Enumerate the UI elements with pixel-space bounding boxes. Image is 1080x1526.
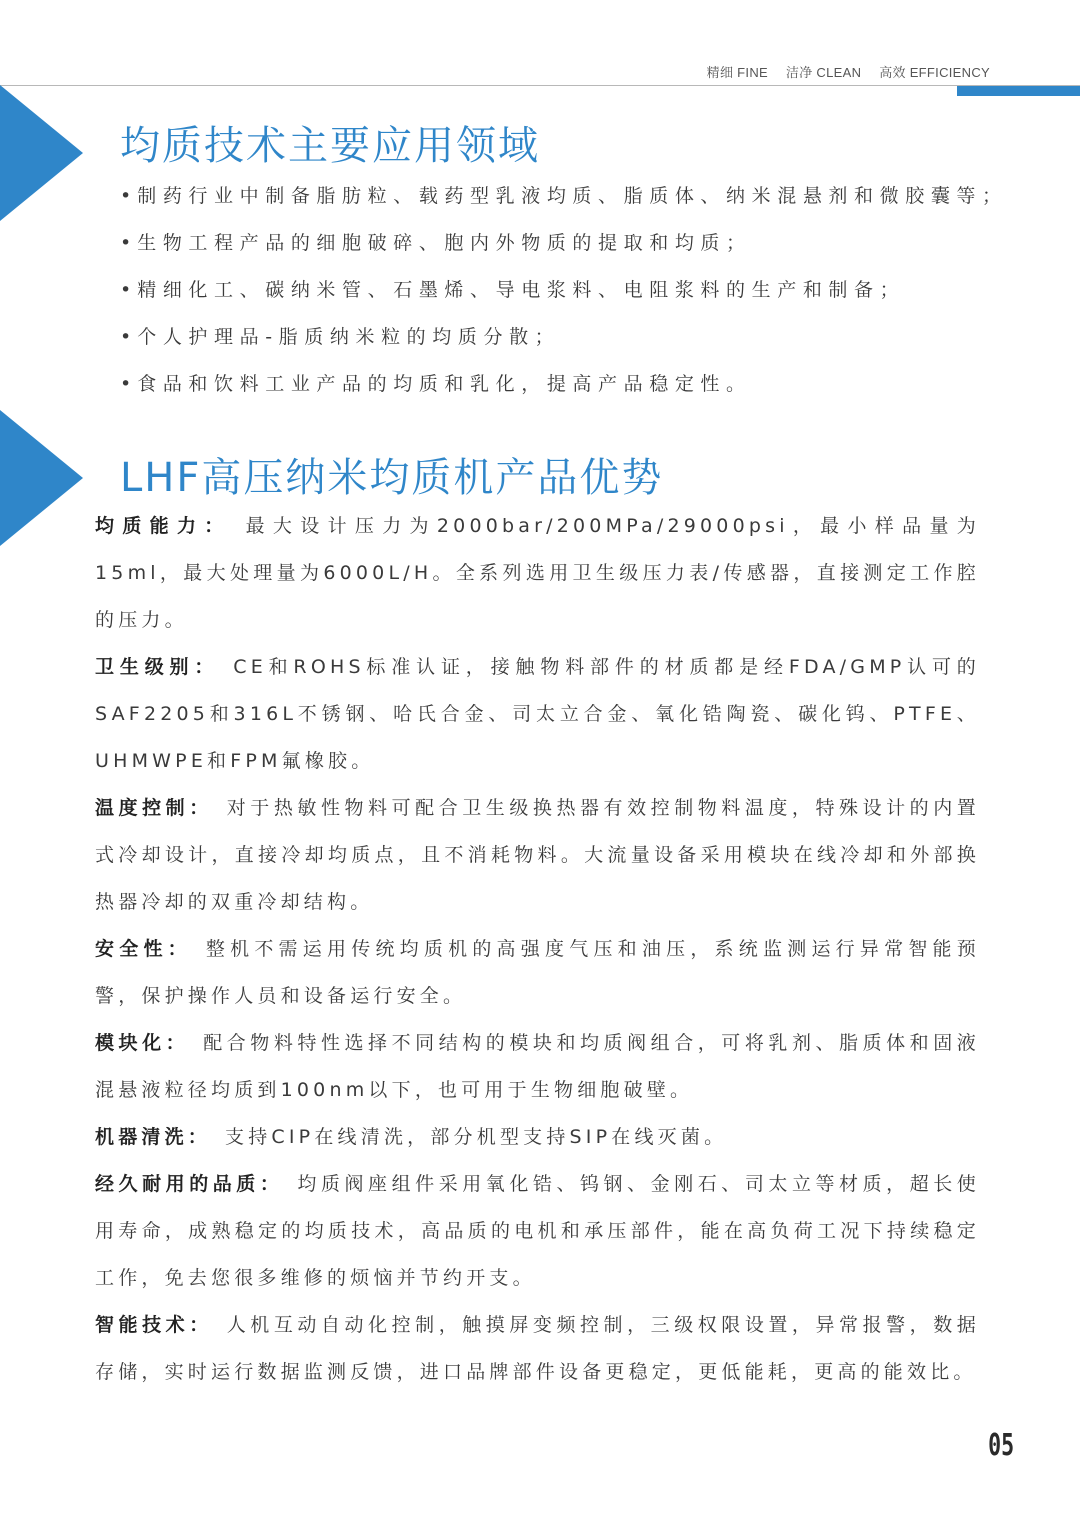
- section-marker-triangle: [0, 410, 83, 546]
- feature-label: 机器清洗：: [95, 1126, 212, 1148]
- feature-label: 均质能力：: [95, 515, 232, 537]
- list-item: • 生物工程产品的细胞破碎、胞内外物质的提取和均质；: [120, 225, 1040, 272]
- advantages-list: [95, 503, 980, 1396]
- feature-paragraph-safety: [95, 926, 980, 1020]
- feature-paragraph-capacity: [95, 503, 980, 644]
- feature-text: CE和ROHS标准认证，接触物料部件的材质都是经FDA/GMP认可的SAF2205和316L不锈钢、哈氏合金、司太立合金、氧化锆陶瓷、碳化钨、PTFE、UHMWPE和FPM氟橡胶。: [95, 656, 980, 772]
- feature-paragraph-temperature: [95, 785, 980, 926]
- feature-text: 人机互动自动化控制，触摸屏变频控制，三级权限设置，异常报警，数据存储，实时运行数据监测反馈，进口品牌部件设备更稳定，更低能耗，更高的能效比。: [95, 1314, 980, 1383]
- list-item: • 精细化工、碳纳米管、石墨烯、导电浆料、电阻浆料的生产和制备；: [120, 272, 1040, 319]
- feature-text: 整机不需运用传统均质机的高强度气压和油压，系统监测运行异常智能预警，保护操作人员和设备运行安全。: [95, 938, 980, 1007]
- header-divider: [0, 85, 1080, 86]
- tagline-efficiency: 高效 EFFICIENCY: [879, 65, 990, 80]
- feature-paragraph-durability: [95, 1161, 980, 1302]
- feature-label: 温度控制：: [95, 797, 213, 819]
- feature-text: 支持CIP在线清洗，部分机型支持SIP在线灭菌。: [225, 1126, 728, 1148]
- list-item: • 个人护理品-脂质纳米粒的均质分散；: [120, 319, 1040, 366]
- section-title-applications: 均质技术主要应用领域: [120, 123, 540, 169]
- feature-paragraph-hygiene: [95, 644, 980, 785]
- feature-label: 安全性：: [95, 938, 192, 960]
- list-item: • 食品和饮料工业产品的均质和乳化，提高产品稳定性。: [120, 366, 1040, 413]
- page-number: 05: [987, 1428, 1014, 1463]
- feature-text: 配合物料特性选择不同结构的模块和均质阀组合，可将乳剂、脂质体和固液混悬液粒径均质到100nm以下，也可用于生物细胞破壁。: [95, 1032, 980, 1101]
- feature-label: 智能技术：: [95, 1314, 213, 1336]
- feature-paragraph-cleaning: [95, 1114, 980, 1161]
- tagline-fine: 精细 FINE: [706, 65, 768, 80]
- feature-paragraph-smart: [95, 1302, 980, 1396]
- feature-label: 经久耐用的品质：: [95, 1173, 284, 1195]
- list-item: • 制药行业中制备脂肪粒、载药型乳液均质、脂质体、纳米混悬剂和微胶囊等；: [120, 178, 1040, 225]
- feature-text: 均质阀座组件采用氧化锆、钨钢、金刚石、司太立等材质，超长使用寿命，成熟稳定的均质技术，高品质的电机和承压部件，能在高负荷工况下持续稳定工作，免去您很多维修的烦恼并节约开支。: [95, 1173, 980, 1289]
- section-marker-triangle: [0, 85, 83, 221]
- feature-text: 对于热敏性物料可配合卫生级换热器有效控制物料温度，特殊设计的内置式冷却设计，直接冷却均质点，且不消耗物料。大流量设备采用模块在线冷却和外部换热器冷却的双重冷却结构。: [95, 797, 980, 913]
- feature-paragraph-modular: [95, 1020, 980, 1114]
- section-title-advantages: LHF高压纳米均质机产品优势: [120, 455, 664, 501]
- header-tagline: [707, 62, 990, 81]
- feature-text: 最大设计压力为2000bar/200MPa/29000psi，最小样品量为15ml，最大处理量为6000L/H。全系列选用卫生级压力表/传感器，直接测定工作腔的压力。: [95, 515, 980, 631]
- feature-label: 模块化：: [95, 1032, 190, 1054]
- applications-list: [120, 178, 1040, 413]
- header-accent-bar: [957, 86, 1080, 96]
- tagline-clean: 洁净 CLEAN: [785, 65, 862, 80]
- feature-label: 卫生级别：: [95, 656, 220, 678]
